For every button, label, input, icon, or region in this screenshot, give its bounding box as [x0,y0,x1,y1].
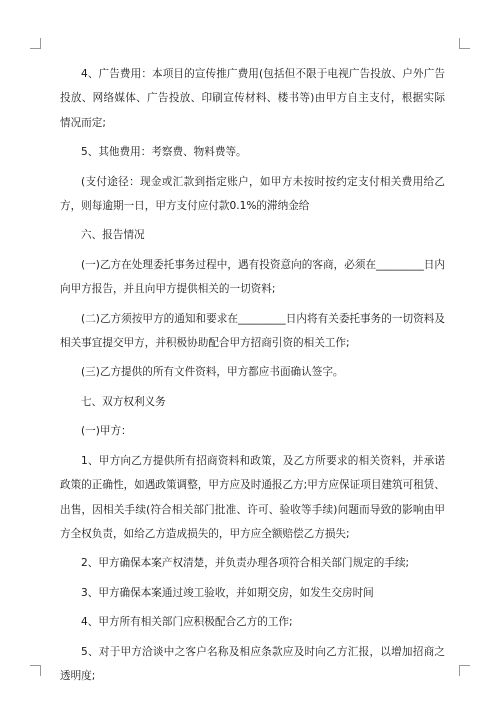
crop-mark-top-right [459,38,470,49]
paragraph-payment-method: (支付途径：现金或汇款到指定账户，如甲方未按时按约定支付相关费用给乙方，则每逾期一日，甲方支付应付款0.1%的滞纳金给 [60,175,445,213]
crop-mark-bottom-right [459,665,470,676]
paragraph-report-3: (三)乙方提供的所有文件资料，甲方都应书面确认签字。 [81,366,344,379]
paragraph-report-1: (一)乙方在处理委托事务过程中，遇有投资意向的客商，必须在_________日内向甲方报告，并且向甲方提供相关的一切资料; [60,258,445,296]
crop-mark-bottom-left [30,665,41,676]
paragraph-party-a-4: 4、甲方所有相关部门应积极配合乙方的工作; [81,616,293,629]
paragraph-other-fees: 5、其他费用：考察费、物料费等。 [81,146,247,159]
paragraph-party-a-2: 2、甲方确保本案产权清楚，并负责办理各项符合相关部门规定的手续; [81,557,410,570]
crop-mark-top-left [30,38,41,49]
document-body [60,62,445,693]
subheading-party-a: (一)甲方： [81,425,132,438]
section-heading-report: 六、报告情况 [81,229,145,242]
paragraph-party-a-1: 1、甲方向乙方提供所有招商资料和政策，及乙方所要求的相关资料，并承诺政策的正确性，如遇政策调整，甲方应及时通报乙方;甲方应保证项目建筑可租赁、出售，因相关手续(符合相关部门批准、许可、验收等手续)问题而导致的影响由甲方全权负责，如给乙方造成损失的，甲方应全额赔偿乙方损失; [60,454,445,540]
paragraph-party-a-3: 3、甲方确保本案通过竣工验收，并如期交房，如发生交房时间 [81,586,374,599]
paragraph-party-a-5: 5、对于甲方洽谈中之客户名称及相应条款应及时向乙方汇报，以增加招商之透明度; [60,645,445,682]
paragraph-report-2: (二)乙方须按甲方的通知和要求在_________日内将有关委托事务的一切资料及相关事宜提交甲方，并积极协助配合甲方招商引资的相关工作; [60,312,445,350]
paragraph-advertising-fee: 4、广告费用：本项目的宣传推广费用(包括但不限于电视广告投放、户外广告投放、网络媒体、广告投放、印刷宣传材料、楼书等)由甲方自主支付，根据实际情况而定; [60,68,445,129]
section-heading-rights: 七、双方权利义务 [81,395,166,408]
